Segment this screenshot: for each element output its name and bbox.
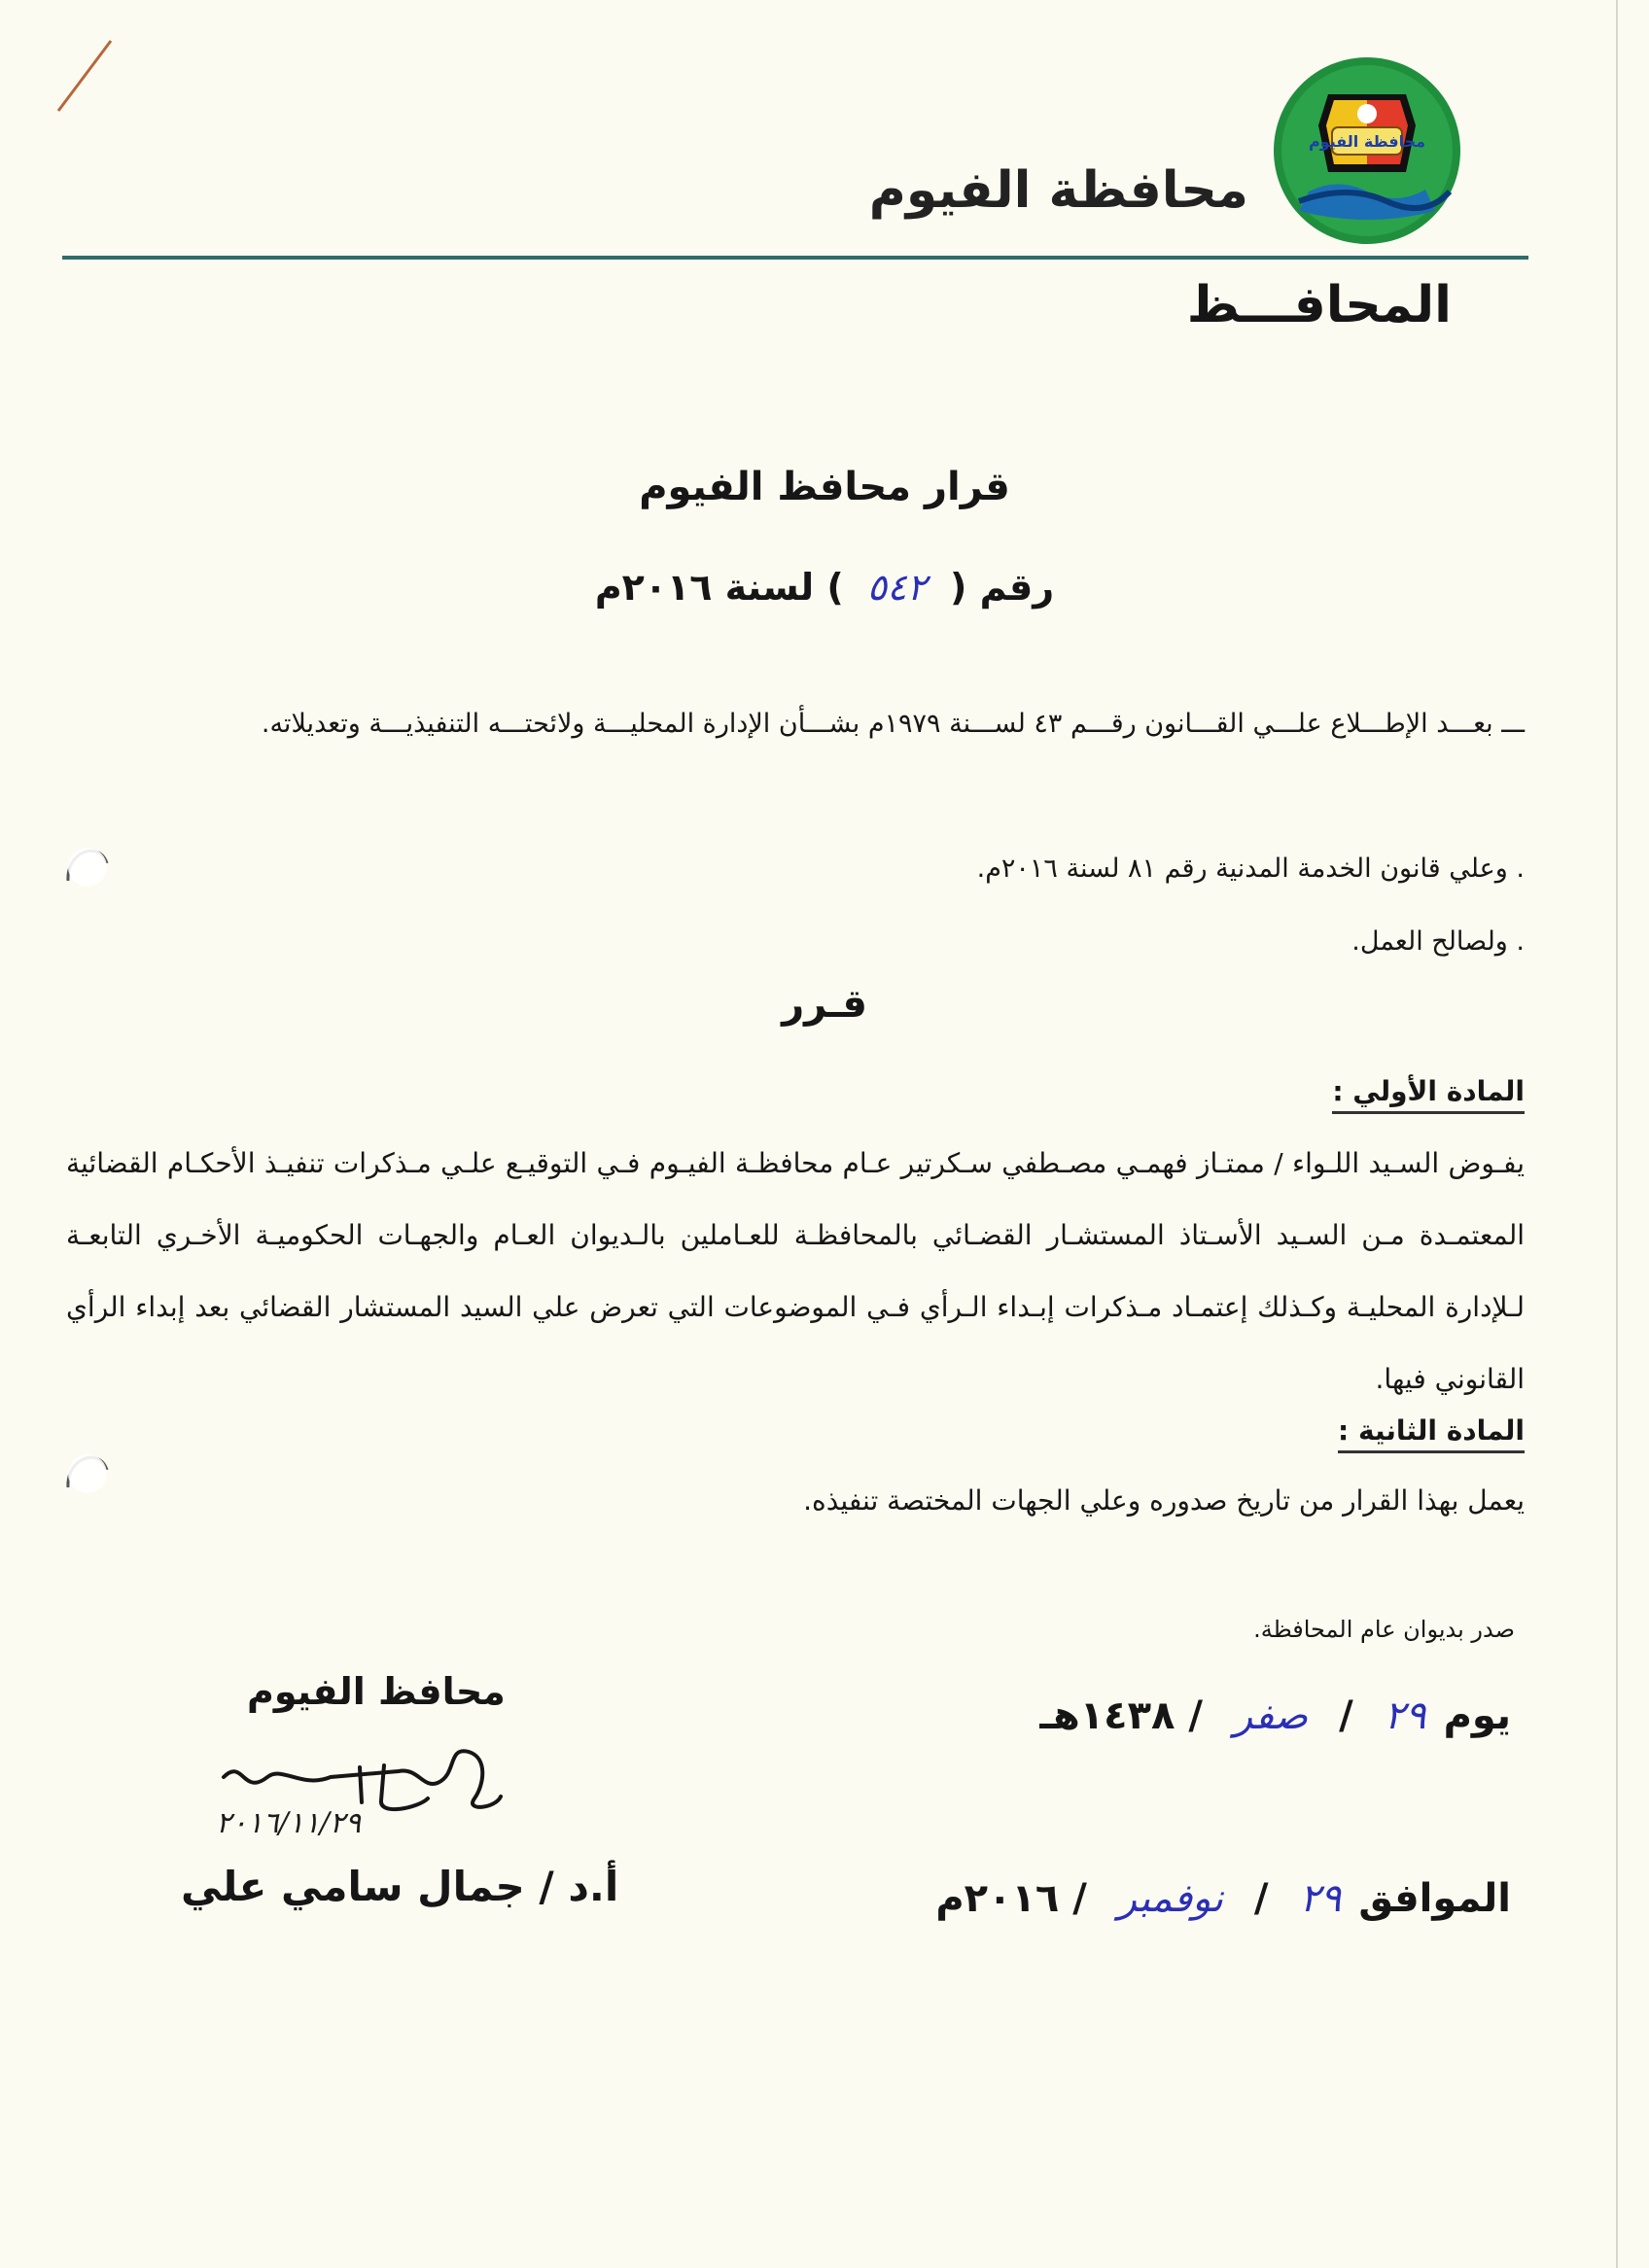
decision-number-handwritten: ٥٤٢ bbox=[866, 566, 928, 609]
gregorian-month: نوفمبر bbox=[1117, 1876, 1223, 1921]
article-2-text: يعمل بهذا القرار من تاريخ صدوره وعلي الجهات المختصة تنفيذه. bbox=[803, 1484, 1525, 1517]
decision-number-line bbox=[0, 566, 1649, 609]
hijri-year: ١٤٣٨هـ bbox=[1039, 1693, 1175, 1738]
governorate-name: محافظة الفيوم bbox=[868, 161, 1248, 220]
preamble-clause-2: . وعلي قانون الخدمة المدنية رقم ٨١ لسنة ٢٠١٦م. bbox=[976, 854, 1525, 884]
issued-at: صدر بديوان عام المحافظة. bbox=[1253, 1616, 1515, 1643]
signer-title: محافظ الفيوم bbox=[247, 1670, 506, 1713]
decided-heading: قـرر bbox=[782, 982, 867, 1027]
signature-date: ٢٠١٦/١١/٢٩ bbox=[216, 1806, 362, 1840]
governorate-logo bbox=[1270, 55, 1464, 246]
svg-text:محافظة الفيوم: محافظة الفيوم bbox=[1308, 132, 1426, 151]
pen-mark bbox=[51, 35, 119, 117]
page-edge-line bbox=[1616, 0, 1618, 2268]
article-1-heading: المادة الأولي : bbox=[1332, 1075, 1525, 1114]
gregorian-label: الموافق bbox=[1358, 1876, 1511, 1921]
hijri-day: ٢٩ bbox=[1384, 1693, 1426, 1738]
hijri-day-label: يوم bbox=[1443, 1693, 1511, 1738]
gregorian-year: ٢٠١٦م bbox=[935, 1876, 1060, 1921]
preamble-clause-1: ـــ بعـــد الإطـــلاع علـــي القـــانون رقـــم ٤٣ لســـنة ١٩٧٩م بشـــأن الإدارة المحليـــة ولائحتـــه التنفيذيـــة وتعديلاته. bbox=[261, 709, 1525, 739]
decision-number-prefix: رقم ( bbox=[950, 566, 1055, 609]
gregorian-day: ٢٩ bbox=[1299, 1876, 1342, 1921]
preamble-clause-3: . ولصالح العمل. bbox=[1351, 926, 1525, 957]
gregorian-date-line: الموافق٢٩ / نوفمبر / ٢٠١٦م bbox=[935, 1876, 1511, 1921]
decision-title: قرار محافظ الفيوم bbox=[639, 465, 1010, 509]
signer-name: أ.د / جمال سامي علي bbox=[181, 1863, 619, 1910]
decision-number-suffix: ) لسنة ٢٠١٦م bbox=[594, 566, 844, 609]
office-title: المحافـــظ bbox=[1186, 276, 1452, 334]
article-1-text: يفـوض السـيد اللـواء / ممتـاز فهمـي مصـطفي سـكرتير عـام محافظـة الفيـوم فـي التوقيـع علـي مـذكرات تنفيـذ الأحكـام القضائية المعتمـدة مـن السـيد الأسـتاذ المستشـار القضـائي بالمحافظـة للعـاملين بالـديوان العـام والجهـات الحكوميـة الأخـري التابعـة لـلإدارة المحليـة وكـذلك إعتمـاد مـذكرات إبـداء الـرأي فـي الموضوعات التي تعرض علي السيد المستشار القضائي بعد إبداء الرأي القانوني فيها. bbox=[66, 1147, 1525, 1395]
hijri-month: صفر bbox=[1233, 1693, 1309, 1738]
hijri-date-line: يوم٢٩ / صفر / ١٤٣٨هـ bbox=[1039, 1693, 1511, 1738]
article-2-heading: المادة الثانية : bbox=[1338, 1414, 1525, 1453]
header-divider bbox=[62, 256, 1528, 260]
